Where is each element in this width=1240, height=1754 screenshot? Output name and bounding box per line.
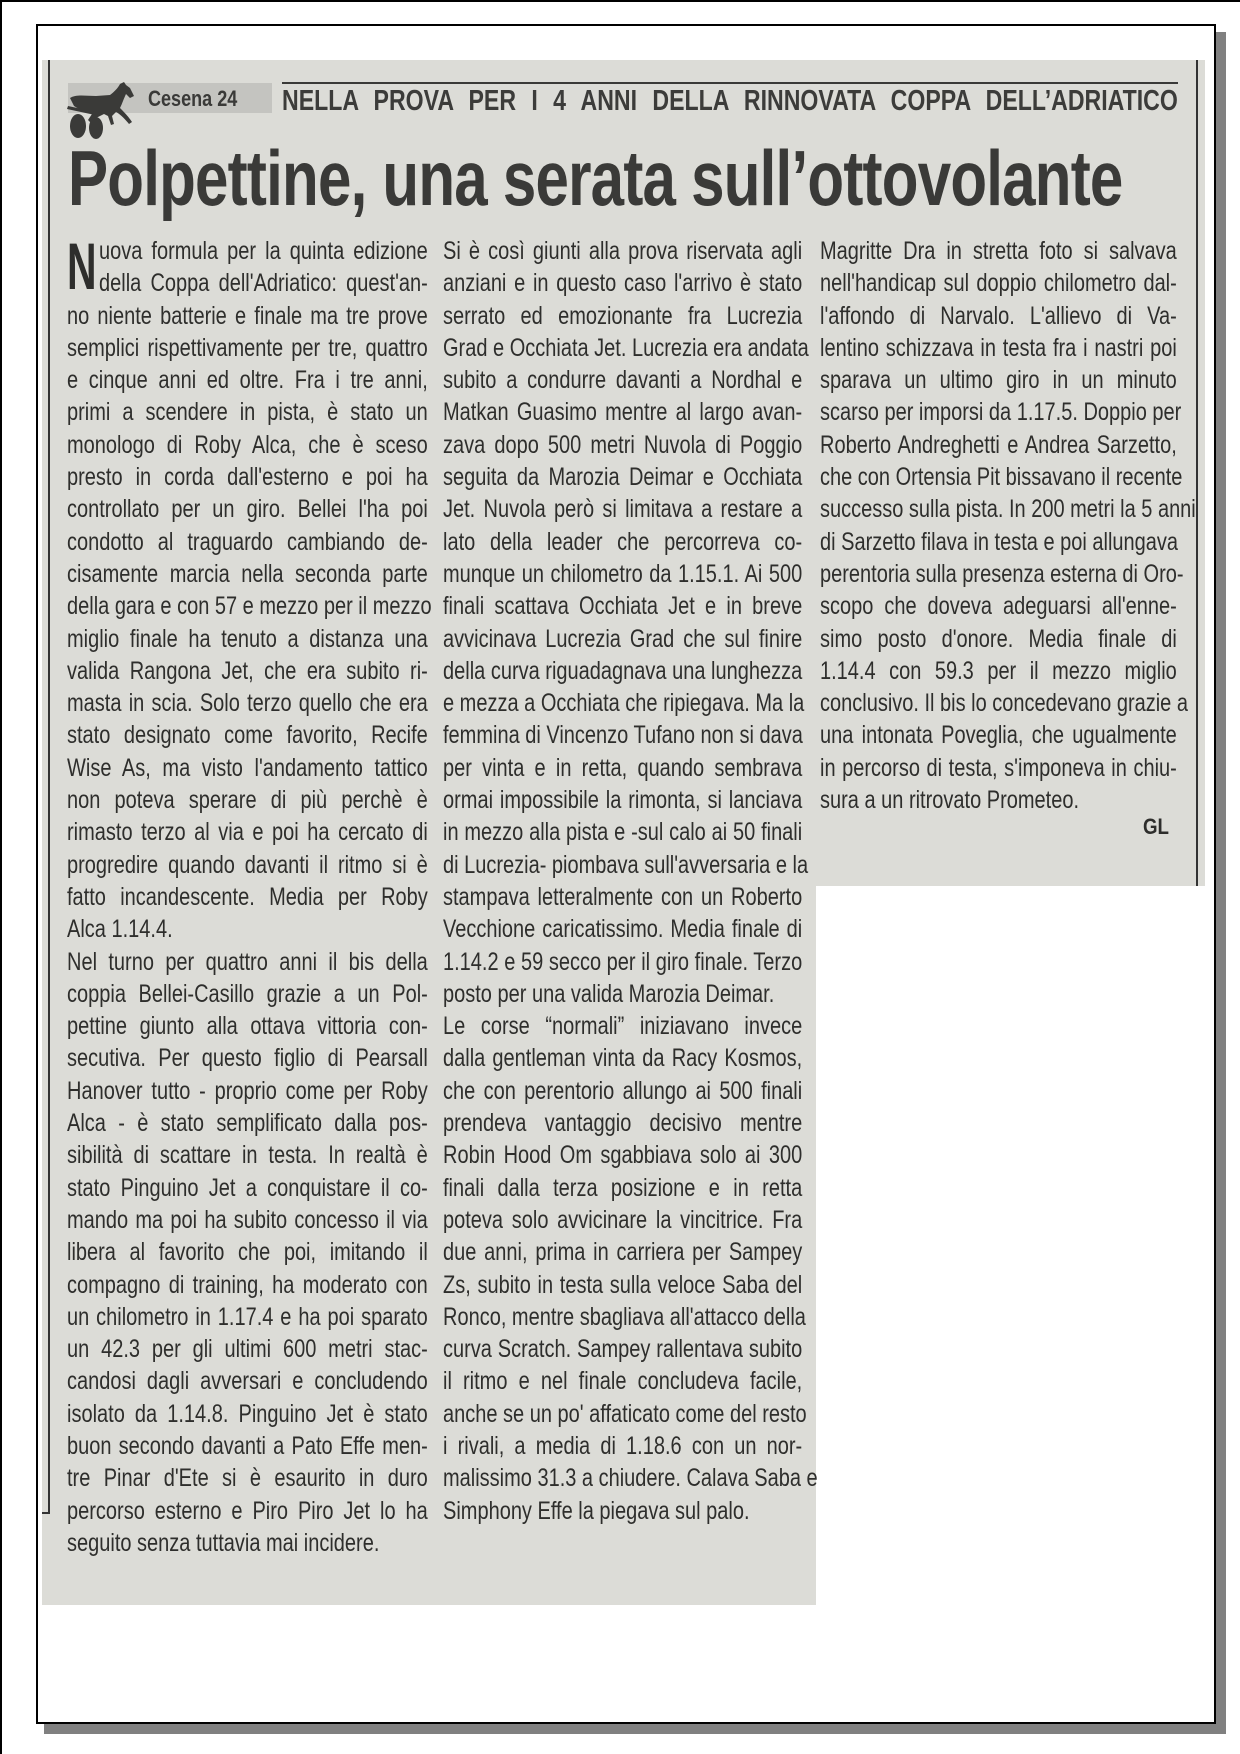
article-line: un 42.3 per gli ultimi 600 metri stac- <box>67 1335 428 1364</box>
article-line: nell'handicap sul doppio chilometro dal- <box>820 269 1177 298</box>
article-line: scopo che doveva adeguarsi all'enne- <box>820 592 1177 621</box>
article-line: mando ma poi ha subito concesso il via <box>67 1205 428 1234</box>
article-line: anziani e in questo caso l'arrivo è stato <box>443 269 803 298</box>
article-line: Magritte Dra in stretta foto si salvava <box>820 237 1177 265</box>
kicker: NELLA PROVA PER I 4 ANNI DELLA RINNOVATA COPPA DELL’ADRIATICO <box>282 85 1178 117</box>
article-line: Matkan Guasimo mentre al largo avan- <box>443 398 803 427</box>
article-line: percorso esterno e Piro Piro Jet lo ha <box>67 1496 428 1525</box>
article-line: Zs, subito in testa sulla veloce Saba del <box>443 1270 803 1299</box>
article-line: zava dopo 500 metri Nuvola di Poggio <box>443 430 803 459</box>
article-line: finali dalla terza posizione e in retta <box>443 1173 803 1202</box>
article-line: isolato da 1.14.8. Pinguino Jet è stato <box>67 1399 428 1428</box>
article-line: tre Pinar d'Ete si è esaurito in duro <box>67 1464 428 1493</box>
page-edge-left <box>0 0 2 1754</box>
article-line: i rivali, a media di 1.18.6 con un nor- <box>443 1431 803 1460</box>
article-line: e mezza a Occhiata che ripiegava. Ma la <box>443 689 805 718</box>
article-line: simo posto d'onore. Media finale di <box>820 624 1177 653</box>
article-line: buon secondo davanti a Pato Effe men- <box>67 1431 428 1460</box>
article-line: 1.14.4 con 59.3 per il mezzo miglio <box>820 656 1177 685</box>
article-line: successo sulla pista. In 200 metri la 5 anni <box>820 495 1196 524</box>
article-line: in percorso di testa, s'imponeva in chiu- <box>820 753 1177 782</box>
article-line: stampava letteralmente con un Roberto <box>443 882 803 911</box>
trotting-horse-sulky-icon <box>66 82 146 142</box>
article-line: una intonata Poveglia, che ugualmente <box>820 721 1177 750</box>
article-line: semplici rispettivamente per tre, quattro <box>67 333 428 362</box>
article-line: monologo di Roby Alca, che è sceso <box>67 430 428 459</box>
article-line: libera al favorito che poi, imitando il <box>67 1238 428 1267</box>
kicker-rule <box>282 82 1178 84</box>
article-line: stato designato come favorito, Recife <box>67 721 428 750</box>
article-line: seguita da Marozia Deimar e Occhiata <box>443 463 803 492</box>
article-line: seguito senza tuttavia mai incidere. <box>67 1528 380 1557</box>
article-line: poteva solo avvicinare la vincitrice. Fra <box>443 1205 803 1234</box>
article-line: 1.14.2 e 59 secco per il giro finale. Terzo <box>443 947 803 976</box>
article-line: di Sarzetto filava in testa e poi allungava <box>820 527 1178 556</box>
section-badge-label: Cesena 24 <box>148 86 238 111</box>
article-line: prendeva vantaggio decisivo mentre <box>443 1109 803 1138</box>
article-line: sura a un ritrovato Prometeo. <box>820 786 1080 815</box>
article-line: curva Scratch. Sampey rallentava subito <box>443 1335 803 1364</box>
article-line: Simphony Effe la piegava sul palo. <box>443 1496 750 1525</box>
column-rule-left <box>48 60 50 1514</box>
article-line: controllato per un giro. Bellei l'ha poi <box>67 495 428 524</box>
article-line: femmina di Vincenzo Tufano non si dava <box>443 721 803 750</box>
drop-cap: N <box>67 229 97 303</box>
headline: Polpettine, una serata sull’ottovolante <box>68 134 1123 222</box>
article-line: sibilità di scattare in testa. In realtà è <box>67 1141 428 1170</box>
article-line: posto per una valida Marozia Deimar. <box>443 979 775 1008</box>
article-line: lato della leader che percorreva co- <box>443 527 803 556</box>
article-line: anche se un po' affaticato come del resto <box>443 1399 807 1428</box>
article-line: Nel turno per quattro anni il bis della <box>67 947 428 976</box>
article-line: presto in corda dall'esterno e poi ha <box>67 463 428 492</box>
article-line: cisamente marcia nella seconda parte <box>67 559 428 588</box>
page-edge-top <box>0 0 1240 2</box>
article-line: della curva riguadagnava una lunghezza <box>443 656 803 685</box>
article-line: Robin Hood Om sgabbiava solo ai 300 <box>443 1141 803 1170</box>
article-line: di Lucrezia- piombava sull'avversaria e la <box>443 850 809 879</box>
article-line: Roberto Andreghetti e Andrea Sarzetto, <box>820 430 1177 459</box>
article-line: subito a condurre davanti a Nordhal e <box>443 366 803 395</box>
article-column-3 <box>820 236 1240 817</box>
article-line: munque un chilometro da 1.15.1. Ai 500 <box>443 559 803 588</box>
article-line: stato Pinguino Jet a conquistare il co- <box>67 1173 428 1202</box>
article-line: masta in scia. Solo terzo quello che era <box>67 689 428 718</box>
article-line: lentino schizzava in testa fra i nastri poi <box>820 333 1177 362</box>
article-line: Hanover tutto - proprio come per Roby <box>67 1076 428 1105</box>
article-line: uova formula per la quinta edizione <box>99 237 428 265</box>
article-line: per vinta e in retta, quando sembrava <box>443 753 803 782</box>
article-line: valida Rangona Jet, che era subito ri- <box>67 656 428 685</box>
article-line: Ronco, mentre sbagliava all'attacco della <box>443 1302 806 1331</box>
article-line: scarso per imporsi da 1.17.5. Doppio per <box>820 398 1182 427</box>
article-line: serrato ed emozionante fra Lucrezia <box>443 301 803 330</box>
article-line: Le corse “normali” iniziavano invece <box>443 1012 803 1041</box>
author-signature: GL <box>1143 814 1169 839</box>
article-line: finali scattava Occhiata Jet e in breve <box>443 592 803 621</box>
article-line: conclusivo. Il bis lo concedevano grazie a <box>820 689 1188 718</box>
article-line: fatto incandescente. Media per Roby <box>67 882 428 911</box>
article-line: avvicinava Lucrezia Grad che sul finire <box>443 624 803 653</box>
article-line: che con Ortensia Pit bissavano il recente <box>820 463 1183 492</box>
article-line: Grad e Occhiata Jet. Lucrezia era andata <box>443 333 809 362</box>
article-line: ormai impossibile la rimonta, si lanciava <box>443 786 803 815</box>
article-line: non poteva sperare di più perchè è <box>67 786 428 815</box>
article-line: progredire quando davanti il ritmo si è <box>67 850 428 879</box>
article-line: coppia Bellei-Casillo grazie a un Pol- <box>67 979 428 1008</box>
article-line: della Coppa dell'Adriatico: quest'an- <box>99 269 428 298</box>
article-line: il ritmo e nel finale concludeva facile, <box>443 1367 803 1396</box>
article-line: Vecchione caricatissimo. Media finale di <box>443 915 803 944</box>
article-line: pettine giunto alla ottava vittoria con- <box>67 1012 428 1041</box>
article-line: secutiva. Per questo figlio di Pearsall <box>67 1044 428 1073</box>
article-line: l'affondo di Narvalo. L'allievo di Va- <box>820 301 1177 330</box>
article-line: condotto al traguardo cambiando de- <box>67 527 428 556</box>
article-line: primi a scendere in pista, è stato un <box>67 398 428 427</box>
column-rule-left-foot <box>42 1512 50 1514</box>
article-line: rimasto terzo al via e poi ha cercato di <box>67 818 428 847</box>
article-line: Wise As, ma visto l'andamento tattico <box>67 753 428 782</box>
article-line: che con perentorio allungo ai 500 finali <box>443 1076 803 1105</box>
article-line: malissimo 31.3 a chiudere. Calava Saba e <box>443 1464 818 1493</box>
article-line: Alca 1.14.4. <box>67 915 173 944</box>
article-line: sparava un ultimo giro in un minuto <box>820 366 1177 395</box>
article-line: compagno di training, ha moderato con <box>67 1270 428 1299</box>
article-line: e cinque anni ed oltre. Fra i tre anni, <box>67 366 428 395</box>
article-line: due anni, prima in carriera per Sampey <box>443 1238 803 1267</box>
article-line: della gara e con 57 e mezzo per il mezzo <box>67 592 432 621</box>
article-line: Si è così giunti alla prova riservata agli <box>443 237 803 265</box>
article-line: perentoria sulla presenza esterna di Oro- <box>820 559 1184 588</box>
article-line: un chilometro in 1.17.4 e ha poi sparato <box>67 1302 428 1331</box>
article-line: dalla gentleman vinta da Racy Kosmos, <box>443 1044 803 1073</box>
article-line: Alca - è stato semplificato dalla pos- <box>67 1109 428 1138</box>
article-line: miglio finale ha tenuto a distanza una <box>67 624 428 653</box>
article-line: in mezzo alla pista e -sul calo ai 50 finali <box>443 818 803 847</box>
article-line: candosi dagli avversari e concludendo <box>67 1367 428 1396</box>
article-line: no niente batterie e finale ma tre prove <box>67 301 428 330</box>
article-line: Jet. Nuvola però si limitava a restare a <box>443 495 803 524</box>
